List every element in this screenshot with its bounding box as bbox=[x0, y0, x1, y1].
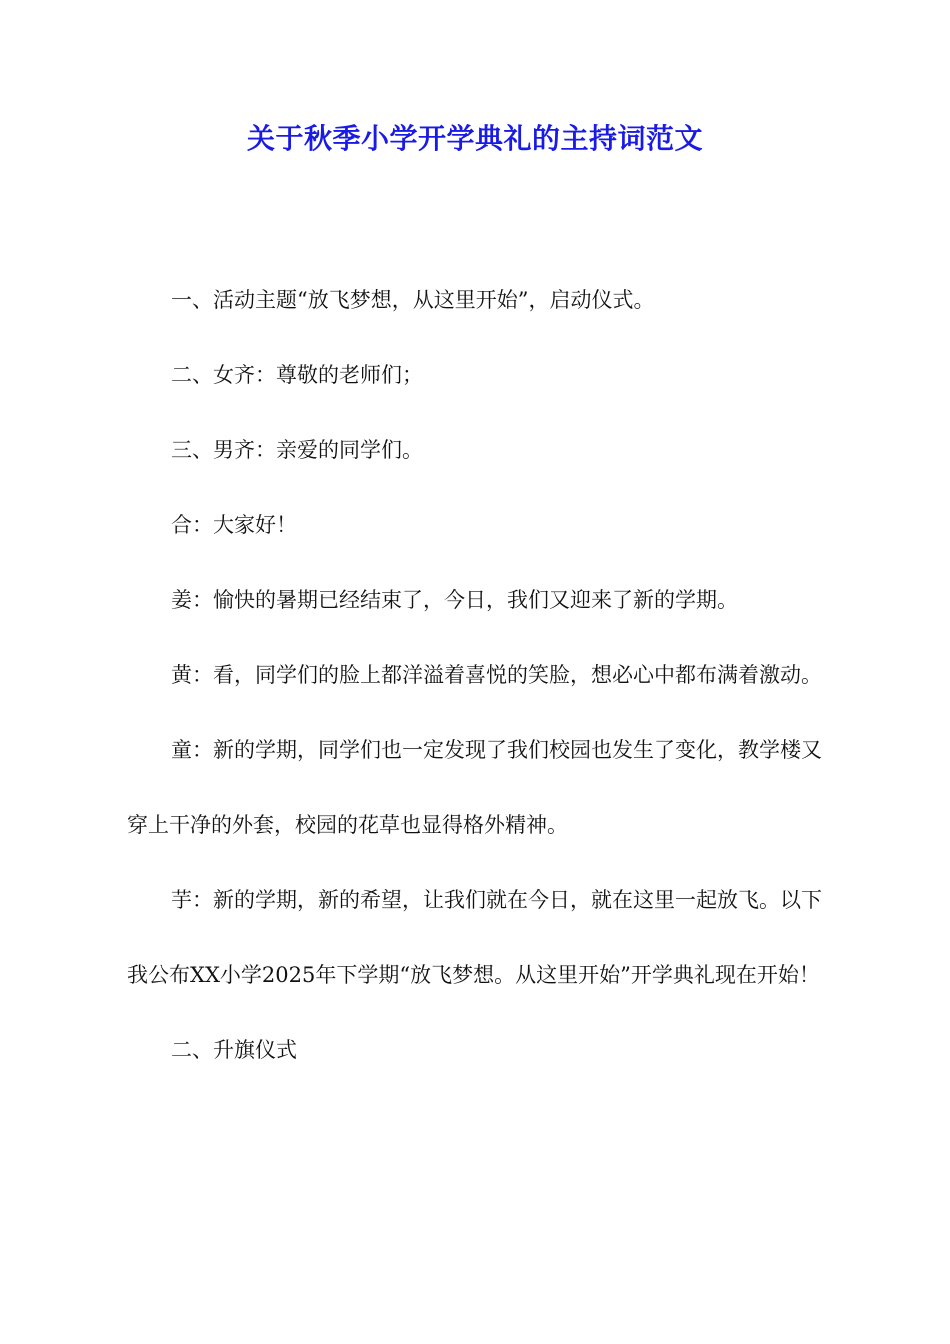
paragraph-female-chorus: 二、女齐：尊敬的老师们； bbox=[171, 363, 423, 387]
paragraph-male-chorus: 三、男齐：亲爱的同学们。 bbox=[171, 438, 423, 462]
page-title: 关于秋季小学开学典礼的主持词范文 bbox=[246, 122, 703, 155]
paragraph-tong: 童：新的学期，同学们也一定发现了我们校园也发生了变化，教学楼又穿上干净的外套，校园的花草也显得格外精神。 bbox=[127, 738, 822, 837]
paragraph-huang: 黄：看，同学们的脸上都洋溢着喜悦的笑脸，想必心中都布满着激动。 bbox=[171, 663, 822, 687]
document-body bbox=[127, 263, 822, 1088]
paragraph-together: 合：大家好！ bbox=[171, 513, 297, 537]
paragraph-yu: 芋：新的学期，新的希望，让我们就在今日，就在这里一起放飞。以下我公布XX小学2025年下学期“放飞梦想。从这里开始”开学典礼现在开始！ bbox=[127, 888, 822, 987]
paragraph-flag-ceremony: 二、升旗仪式 bbox=[171, 1038, 297, 1062]
paragraph-jiang: 姜：愉快的暑期已经结束了，今日，我们又迎来了新的学期。 bbox=[171, 588, 738, 612]
paragraph-theme: 一、活动主题“放飞梦想，从这里开始”，启动仪式。 bbox=[171, 288, 655, 312]
